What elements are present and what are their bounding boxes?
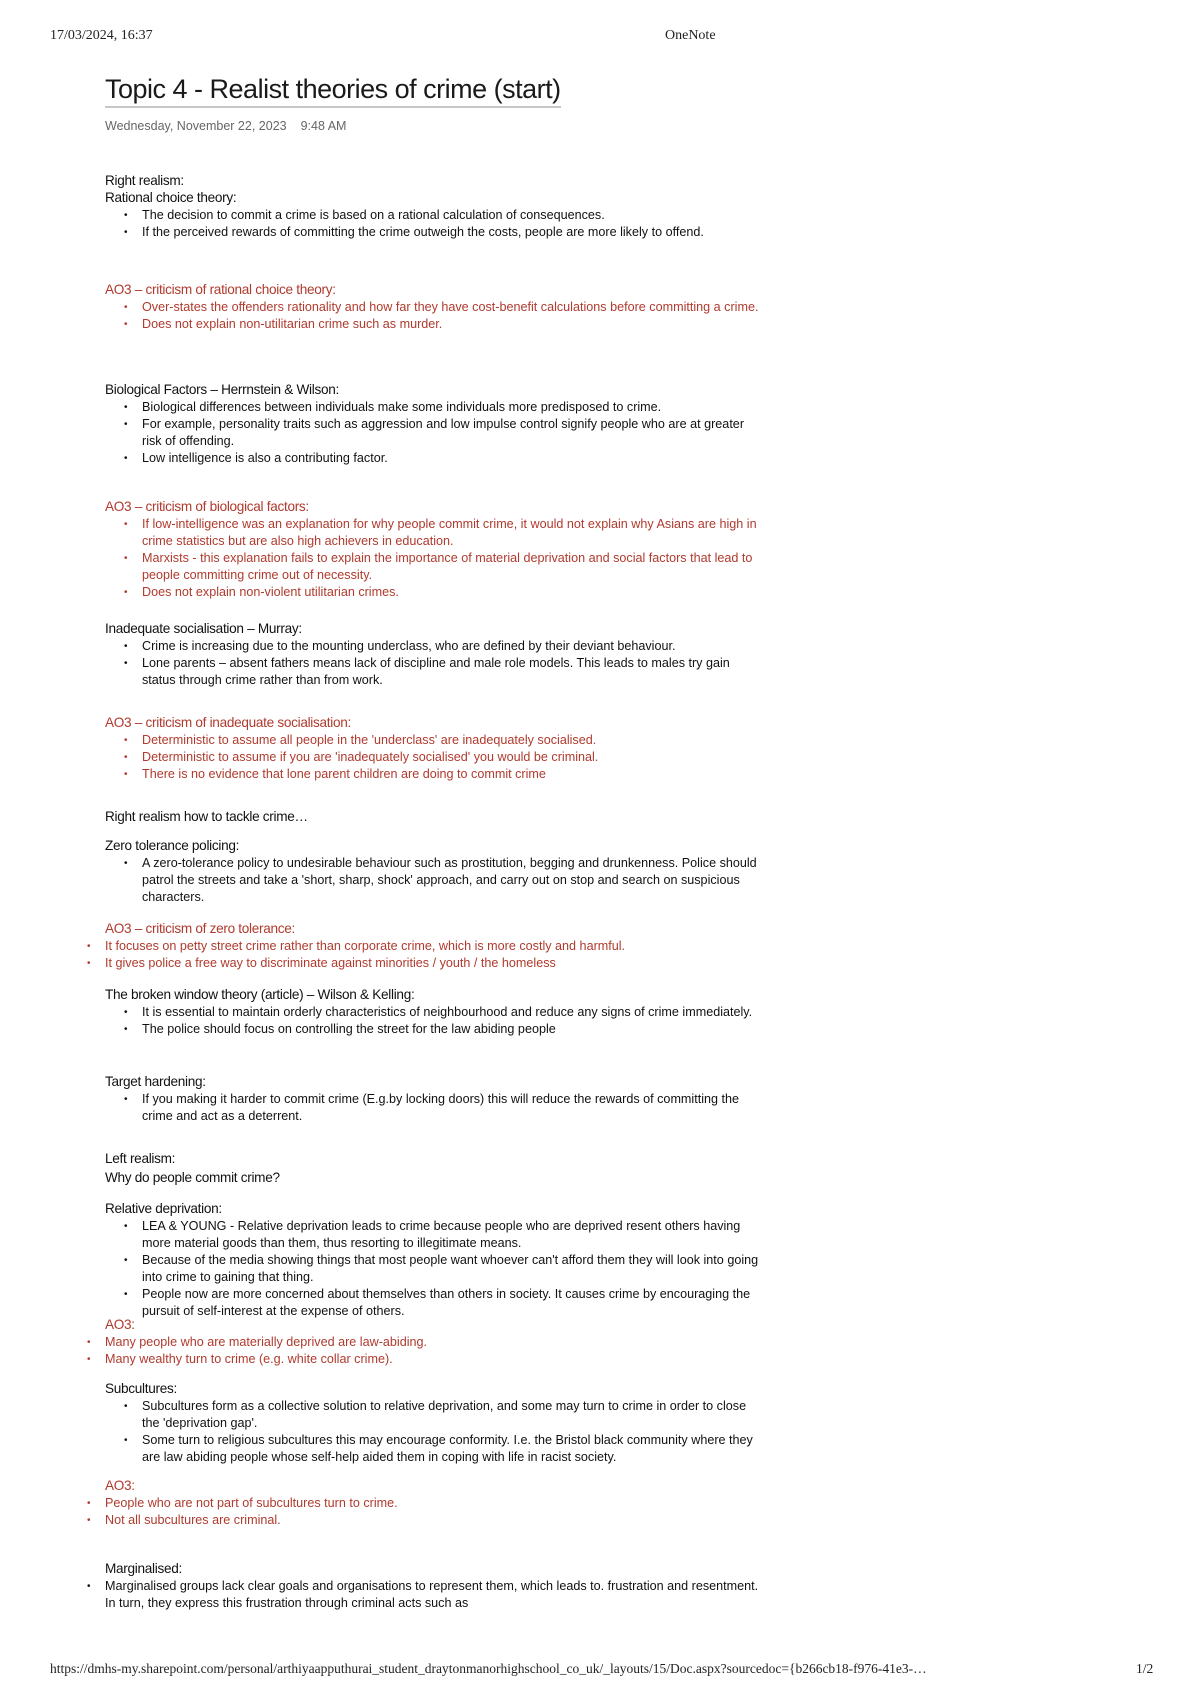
- bullet-item: • For example, personality traits such as aggression and low impulse control signify people who are at greater risk of offending.: [105, 416, 765, 450]
- bullet-item: • Marxists - this explanation fails to explain the importance of material deprivation and social factors that lead to people committing crime out of necessity.: [105, 550, 765, 584]
- note-section: [105, 1073, 765, 1125]
- bullet-list: [105, 732, 765, 783]
- bullet-item: • Over-states the offenders rationality and how far they have cost-benefit calculations before committing a crime.: [105, 299, 765, 316]
- page-date: [105, 119, 360, 133]
- section-heading: Right realism:: [105, 173, 184, 188]
- bullet-item: • Not all subcultures are criminal.: [105, 1512, 765, 1529]
- bullet-item: • The police should focus on controlling the street for the law abiding people: [105, 1021, 765, 1038]
- bullet-item: • Does not explain non-violent utilitarian crimes.: [105, 584, 765, 601]
- section-heading: AO3 – criticism of biological factors:: [105, 499, 309, 514]
- page-time-value: 9:48 AM: [300, 119, 347, 133]
- bullet-item: • A zero-tolerance policy to undesirable behaviour such as prostitution, begging and drunkenness. Police should patrol the streets and take a 'short, sharp, shock' approach, and carry out on stop and search on suspicious characters.: [105, 855, 765, 906]
- section-heading: AO3:: [105, 1317, 135, 1332]
- section-heading: Subcultures:: [105, 1381, 177, 1396]
- section-heading: Zero tolerance policing:: [105, 838, 240, 853]
- section-heading: Inadequate socialisation – Murray:: [105, 621, 302, 636]
- bullet-item: • LEA & YOUNG - Relative deprivation leads to crime because people who are deprived resent others having more material goods than them, thus resorting to illegitimate means.: [105, 1218, 765, 1252]
- bullet-item: • Marginalised groups lack clear goals and organisations to represent them, which leads to. frustration and resentment. In turn, they express this frustration through criminal acts such as: [105, 1578, 765, 1612]
- note-section: [105, 1169, 765, 1187]
- print-url: https://dmhs-my.sharepoint.com/personal/arthiyaapputhurai_student_draytonmanorhighschool_co_uk/_layouts/15/Doc.aspx?sourcedoc={b266cb18-f976-41e3-…: [50, 1661, 927, 1676]
- bullet-list: [105, 1578, 765, 1612]
- section-heading: Left realism:: [105, 1151, 176, 1166]
- bullet-item: • If the perceived rewards of committing the crime outweigh the costs, people are more likely to offend.: [105, 224, 765, 241]
- note-section: [105, 986, 765, 1038]
- bullet-list: [105, 399, 765, 467]
- bullet-list: [105, 1398, 765, 1466]
- note-section: [105, 498, 765, 601]
- bullet-item: • Some turn to religious subcultures this may encourage conformity. I.e. the Bristol black community where they are law abiding people whose self-help aided them in coping with life in racist society.: [105, 1432, 765, 1466]
- note-section: [105, 189, 765, 241]
- print-datetime: 17/03/2024, 16:37: [50, 28, 153, 43]
- section-heading: AO3 – criticism of rational choice theory:: [105, 282, 336, 297]
- section-heading: The broken window theory (article) – Wilson & Kelling:: [105, 987, 415, 1002]
- bullet-item: • Many people who are materially deprived are law-abiding.: [105, 1334, 765, 1351]
- note-section: [105, 808, 765, 826]
- section-heading: Target hardening:: [105, 1074, 206, 1089]
- note-section: [105, 172, 765, 190]
- section-heading: AO3:: [105, 1478, 135, 1493]
- section-heading: Why do people commit crime?: [105, 1170, 280, 1185]
- bullet-list: [105, 938, 765, 972]
- bullet-list: [105, 516, 765, 601]
- bullet-item: • Biological differences between individuals make some individuals more predisposed to crime.: [105, 399, 765, 416]
- section-heading: Right realism how to tackle crime…: [105, 809, 308, 824]
- note-section: [105, 714, 765, 783]
- bullet-list: [105, 207, 765, 241]
- bullet-list: [105, 1004, 765, 1038]
- note-section: [105, 1150, 765, 1168]
- bullet-item: • Subcultures form as a collective solution to relative deprivation, and some may turn to crime in order to close the 'deprivation gap'.: [105, 1398, 765, 1432]
- note-section: [105, 1477, 765, 1529]
- bullet-item: • If low-intelligence was an explanation for why people commit crime, it would not explain why Asians are high in crime statistics but are also high achievers in education.: [105, 516, 765, 550]
- bullet-item: • People who are not part of subcultures turn to crime.: [105, 1495, 765, 1512]
- bullet-list: [105, 1218, 765, 1320]
- bullet-list: [105, 855, 765, 906]
- note-section: [105, 381, 765, 467]
- bullet-list: [105, 1091, 765, 1125]
- bullet-item: • If you making it harder to commit crime (E.g.by locking doors) this will reduce the rewards of committing the crime and act as a deterrent.: [105, 1091, 765, 1125]
- bullet-item: • Deterministic to assume all people in the 'underclass' are inadequately socialised.: [105, 732, 765, 749]
- note-section: [105, 1316, 765, 1368]
- page-title: Topic 4 - Realist theories of crime (start): [105, 74, 561, 108]
- bullet-item: • Lone parents – absent fathers means lack of discipline and male role models. This leads to males try gain status through crime rather than from work.: [105, 655, 765, 689]
- bullet-list: [105, 1495, 765, 1529]
- note-section: [105, 920, 765, 972]
- bullet-item: • There is no evidence that lone parent children are doing to commit crime: [105, 766, 765, 783]
- bullet-item: • Many wealthy turn to crime (e.g. white collar crime).: [105, 1351, 765, 1368]
- page-date-value: Wednesday, November 22, 2023: [105, 119, 287, 133]
- bullet-item: • It is essential to maintain orderly characteristics of neighbourhood and reduce any signs of crime immediately.: [105, 1004, 765, 1021]
- section-heading: AO3 – criticism of zero tolerance:: [105, 921, 296, 936]
- note-section: [105, 1200, 765, 1320]
- section-heading: Rational choice theory:: [105, 190, 237, 205]
- bullet-item: • It gives police a free way to discriminate against minorities / youth / the homeless: [105, 955, 765, 972]
- note-section: [105, 620, 765, 689]
- bullet-list: [105, 638, 765, 689]
- note-section: [105, 1560, 765, 1612]
- bullet-item: • Does not explain non-utilitarian crime such as murder.: [105, 316, 765, 333]
- print-page-number: 1/2: [1136, 1661, 1154, 1676]
- section-heading: Biological Factors – Herrnstein & Wilson:: [105, 382, 339, 397]
- bullet-item: • Deterministic to assume if you are 'inadequately socialised' you would be criminal.: [105, 749, 765, 766]
- bullet-item: • The decision to commit a crime is based on a rational calculation of consequences.: [105, 207, 765, 224]
- note-section: [105, 837, 765, 906]
- section-heading: Relative deprivation:: [105, 1201, 222, 1216]
- bullet-item: • People now are more concerned about themselves than others in society. It causes crime by encouraging the pursuit of self-interest at the expense of others.: [105, 1286, 765, 1320]
- bullet-item: • It focuses on petty street crime rather than corporate crime, which is more costly and harmful.: [105, 938, 765, 955]
- bullet-list: [105, 1334, 765, 1368]
- section-heading: AO3 – criticism of inadequate socialisation:: [105, 715, 351, 730]
- bullet-item: • Crime is increasing due to the mounting underclass, who are defined by their deviant behaviour.: [105, 638, 765, 655]
- print-app-name: OneNote: [665, 28, 716, 43]
- bullet-item: • Because of the media showing things that most people want whoever can't afford them they will look into going into crime to gaining that thing.: [105, 1252, 765, 1286]
- note-section: [105, 281, 765, 333]
- bullet-list: [105, 299, 765, 333]
- note-section: [105, 1380, 765, 1466]
- section-heading: Marginalised:: [105, 1561, 182, 1576]
- bullet-item: • Low intelligence is also a contributing factor.: [105, 450, 765, 467]
